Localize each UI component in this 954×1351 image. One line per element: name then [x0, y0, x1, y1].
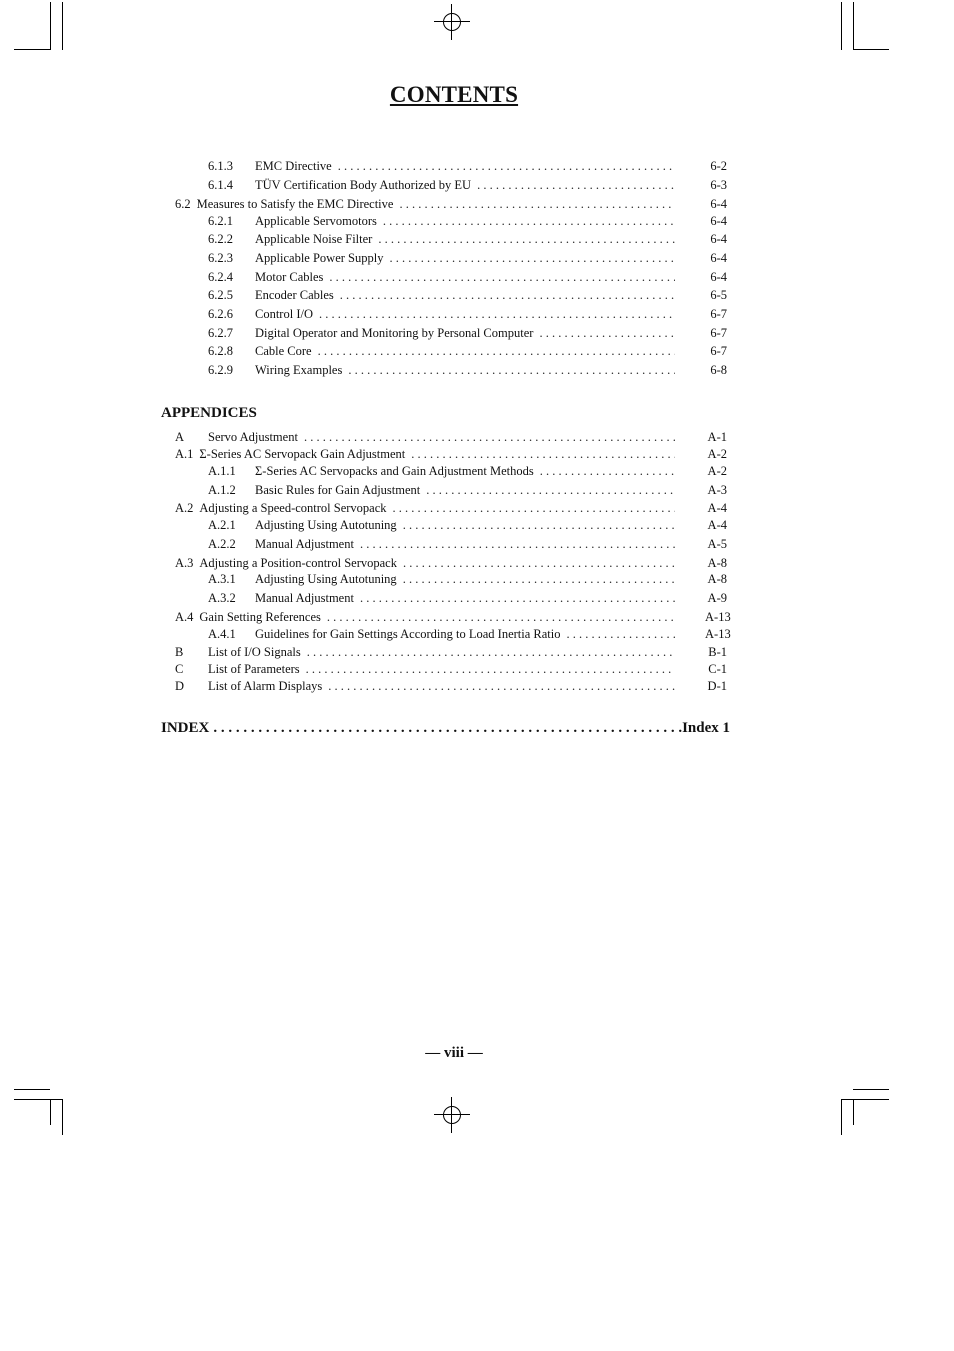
toc-entry[interactable] [175, 213, 727, 230]
index-entry[interactable] [161, 718, 730, 738]
toc-entry[interactable] [175, 269, 727, 286]
registration-mark-bottom [434, 1097, 470, 1133]
leader-dots [360, 590, 675, 607]
toc-entry-title: List of Alarm Displays [208, 679, 323, 693]
toc-entry-page: B-1 [708, 645, 727, 659]
toc-entry-number: A.3.2 [208, 591, 236, 605]
toc-entry-title: Adjusting Using Autotuning [255, 572, 397, 586]
toc-entry-title: Encoder Cables [255, 288, 334, 302]
toc-entry-title: Guidelines for Gain Settings According to Load Inertia Ratio [255, 627, 561, 641]
leader-dots [403, 555, 675, 572]
toc-entry-page: 6-4 [710, 270, 727, 284]
toc-entry-title: Manual Adjustment [255, 537, 354, 551]
toc-entry[interactable] [175, 517, 727, 534]
toc-entry[interactable] [175, 678, 727, 695]
leader-dots [540, 463, 675, 480]
toc-entry-page: 6-3 [710, 178, 727, 192]
crop-mark [14, 1089, 50, 1090]
toc-entry-title: Digital Operator and Monitoring by Personal Computer [255, 326, 534, 340]
toc-entry-page: 6-8 [710, 363, 727, 377]
toc-entry-number: 6.2.2 [208, 232, 233, 246]
toc-entry[interactable] [175, 250, 727, 267]
toc-entry[interactable] [175, 536, 727, 553]
toc-entry[interactable] [175, 177, 727, 194]
toc-entry[interactable] [175, 231, 727, 248]
crop-mark [62, 2, 63, 50]
appendices-heading: APPENDICES [161, 405, 257, 421]
toc-entry-page: 6-4 [710, 232, 727, 246]
toc-entry[interactable] [175, 626, 731, 643]
toc-entry-number: A [175, 430, 185, 444]
crop-mark [853, 1089, 889, 1090]
leader-dots [340, 287, 675, 304]
leader-dots [383, 213, 675, 230]
toc-entry[interactable] [175, 196, 727, 213]
leader-dots [393, 500, 675, 517]
toc-entry-page: A-13 [705, 627, 731, 641]
crop-mark [853, 1099, 854, 1125]
toc-entry-page: 6-7 [710, 326, 727, 340]
toc-entry-number: 6.2.9 [208, 363, 233, 377]
leader-dots [426, 482, 675, 499]
toc-entry-page: A-2 [707, 464, 727, 478]
toc-entry-title: Manual Adjustment [255, 591, 354, 605]
leader-dots [567, 626, 676, 643]
toc-entry-title: Basic Rules for Gain Adjustment [255, 483, 421, 497]
toc-entry-number: 6.1.4 [208, 178, 233, 192]
toc-entry-number: 6.2.4 [208, 270, 233, 284]
leader-dots [378, 231, 675, 248]
toc-entry-number: A.1.1 [208, 464, 236, 478]
toc-entry-title: Applicable Noise Filter [255, 232, 373, 246]
toc-entry-page: A-3 [707, 483, 727, 497]
toc-entry[interactable] [175, 644, 727, 661]
toc-entry-number: A.1 [175, 447, 194, 461]
toc-entry[interactable] [175, 306, 727, 323]
leader-dots [399, 196, 675, 213]
toc-entry[interactable] [175, 429, 727, 446]
toc-entry-number: A.4 [175, 610, 194, 624]
toc-entry[interactable] [175, 158, 727, 175]
toc-entry[interactable] [175, 325, 727, 342]
toc-entry[interactable] [175, 555, 727, 572]
crop-mark [841, 1099, 842, 1135]
toc-entry-page: 6-2 [710, 159, 727, 173]
toc-entry-title: Gain Setting References [199, 610, 321, 624]
toc-entry[interactable] [175, 482, 727, 499]
toc-entry[interactable] [175, 287, 727, 304]
leader-dots [348, 362, 675, 379]
toc-entry-page: 6-4 [710, 197, 727, 211]
toc-entry-number: 6.2.1 [208, 214, 233, 228]
toc-entry-page: A-8 [707, 556, 727, 570]
toc-entry-page: 6-4 [710, 251, 727, 265]
toc-entry-page: A-4 [707, 501, 727, 515]
toc-entry-number: D [175, 679, 185, 693]
toc-entry[interactable] [175, 609, 731, 626]
leader-dots [304, 429, 675, 446]
leader-dots [329, 269, 675, 286]
toc-entry-number: A.2.1 [208, 518, 236, 532]
toc-entry[interactable] [175, 590, 727, 607]
toc-entry-number: A.2 [175, 501, 194, 515]
page-title: CONTENTS [389, 82, 519, 107]
toc-entry-number: 6.2.8 [208, 344, 233, 358]
registration-mark-top [434, 4, 470, 40]
leader-dots [318, 343, 675, 360]
crop-mark [853, 2, 854, 50]
toc-entry-title: Cable Core [255, 344, 312, 358]
toc-entry-number: 6.2.6 [208, 307, 233, 321]
toc-entry[interactable] [175, 463, 727, 480]
leader-dots [403, 517, 675, 534]
toc-entry-title: Motor Cables [255, 270, 324, 284]
crop-mark [841, 1099, 889, 1100]
toc-entry-page: 6-7 [710, 344, 727, 358]
toc-entry-title: TÜV Certification Body Authorized by EU [255, 178, 472, 192]
toc-entry-title: EMC Directive [255, 159, 332, 173]
leader-dots [307, 644, 675, 661]
toc-entry-page: A-5 [707, 537, 727, 551]
toc-entry-number: A.1.2 [208, 483, 236, 497]
toc-entry-title: Servo Adjustment [208, 430, 298, 444]
toc-entry-title: Applicable Servomotors [255, 214, 377, 228]
page-number: — viii — [425, 1045, 483, 1061]
toc-entry-title: Adjusting a Speed-control Servopack [199, 501, 387, 515]
toc-entry-number: 6.2.5 [208, 288, 233, 302]
toc-entry-number: 6.2.7 [208, 326, 233, 340]
toc-entry-page: C-1 [708, 662, 727, 676]
toc-entry-number: 6.2.3 [208, 251, 233, 265]
crop-mark [14, 1099, 62, 1100]
toc-entry-page: D-1 [707, 679, 727, 693]
toc-entry-number: C [175, 662, 184, 676]
toc-entry-page: 6-5 [710, 288, 727, 302]
toc-entry-number: A.2.2 [208, 537, 236, 551]
toc-entry-page: A-4 [707, 518, 727, 532]
toc-entry-number: 6.1.3 [208, 159, 233, 173]
toc-entry-title: Σ-Series AC Servopack Gain Adjustment [199, 447, 406, 461]
leader-dots [319, 306, 675, 323]
toc-entry-title: Adjusting Using Autotuning [255, 518, 397, 532]
toc-entry-number: A.4.1 [208, 627, 236, 641]
leader-dots [306, 661, 675, 678]
toc-entry-number: A.3 [175, 556, 194, 570]
toc-entry[interactable] [175, 362, 727, 379]
toc-entry-title: Wiring Examples [255, 363, 343, 377]
leader-dots [328, 678, 675, 695]
toc-entry[interactable] [175, 500, 727, 517]
leader-dots [389, 250, 675, 267]
crop-mark [50, 2, 51, 50]
toc-entry-title: List of I/O Signals [208, 645, 301, 659]
toc-entry-title: Measures to Satisfy the EMC Directive [196, 197, 394, 211]
index-label: INDEX [161, 720, 210, 736]
toc-entry-title: Adjusting a Position-control Servopack [199, 556, 397, 570]
toc-entry-title: Control I/O [255, 307, 313, 321]
toc-entry-page: 6-7 [710, 307, 727, 321]
toc-entry[interactable] [175, 343, 727, 360]
toc-entry-number: B [175, 645, 184, 659]
leader-dots [209, 718, 682, 738]
leader-dots [360, 536, 675, 553]
toc-entry-number: 6.2 [175, 197, 191, 211]
toc-entry-page: A-1 [707, 430, 727, 444]
toc-entry-page: A-2 [707, 447, 727, 461]
toc-entry-number: A.3.1 [208, 572, 236, 586]
leader-dots [403, 571, 675, 588]
toc-entry-title: Applicable Power Supply [255, 251, 384, 265]
toc-entry[interactable] [175, 661, 727, 678]
leader-dots [477, 177, 675, 194]
crop-mark [14, 49, 50, 50]
toc-entry[interactable] [175, 571, 727, 588]
index-page: Index 1 [682, 720, 730, 736]
leader-dots [539, 325, 675, 342]
toc-entry-page: A-8 [707, 572, 727, 586]
toc-entry-page: A-9 [707, 591, 727, 605]
toc-entry-title: List of Parameters [208, 662, 300, 676]
crop-mark [841, 2, 842, 50]
toc-entry[interactable] [175, 446, 727, 463]
crop-mark [50, 1099, 51, 1125]
crop-mark [62, 1099, 63, 1135]
leader-dots [411, 446, 675, 463]
crop-mark [853, 49, 889, 50]
toc-entry-page: 6-4 [710, 214, 727, 228]
toc-entry-page: A-13 [705, 610, 731, 624]
leader-dots [327, 609, 675, 626]
toc-entry-title: Σ-Series AC Servopacks and Gain Adjustment Methods [255, 464, 534, 478]
leader-dots [338, 158, 675, 175]
